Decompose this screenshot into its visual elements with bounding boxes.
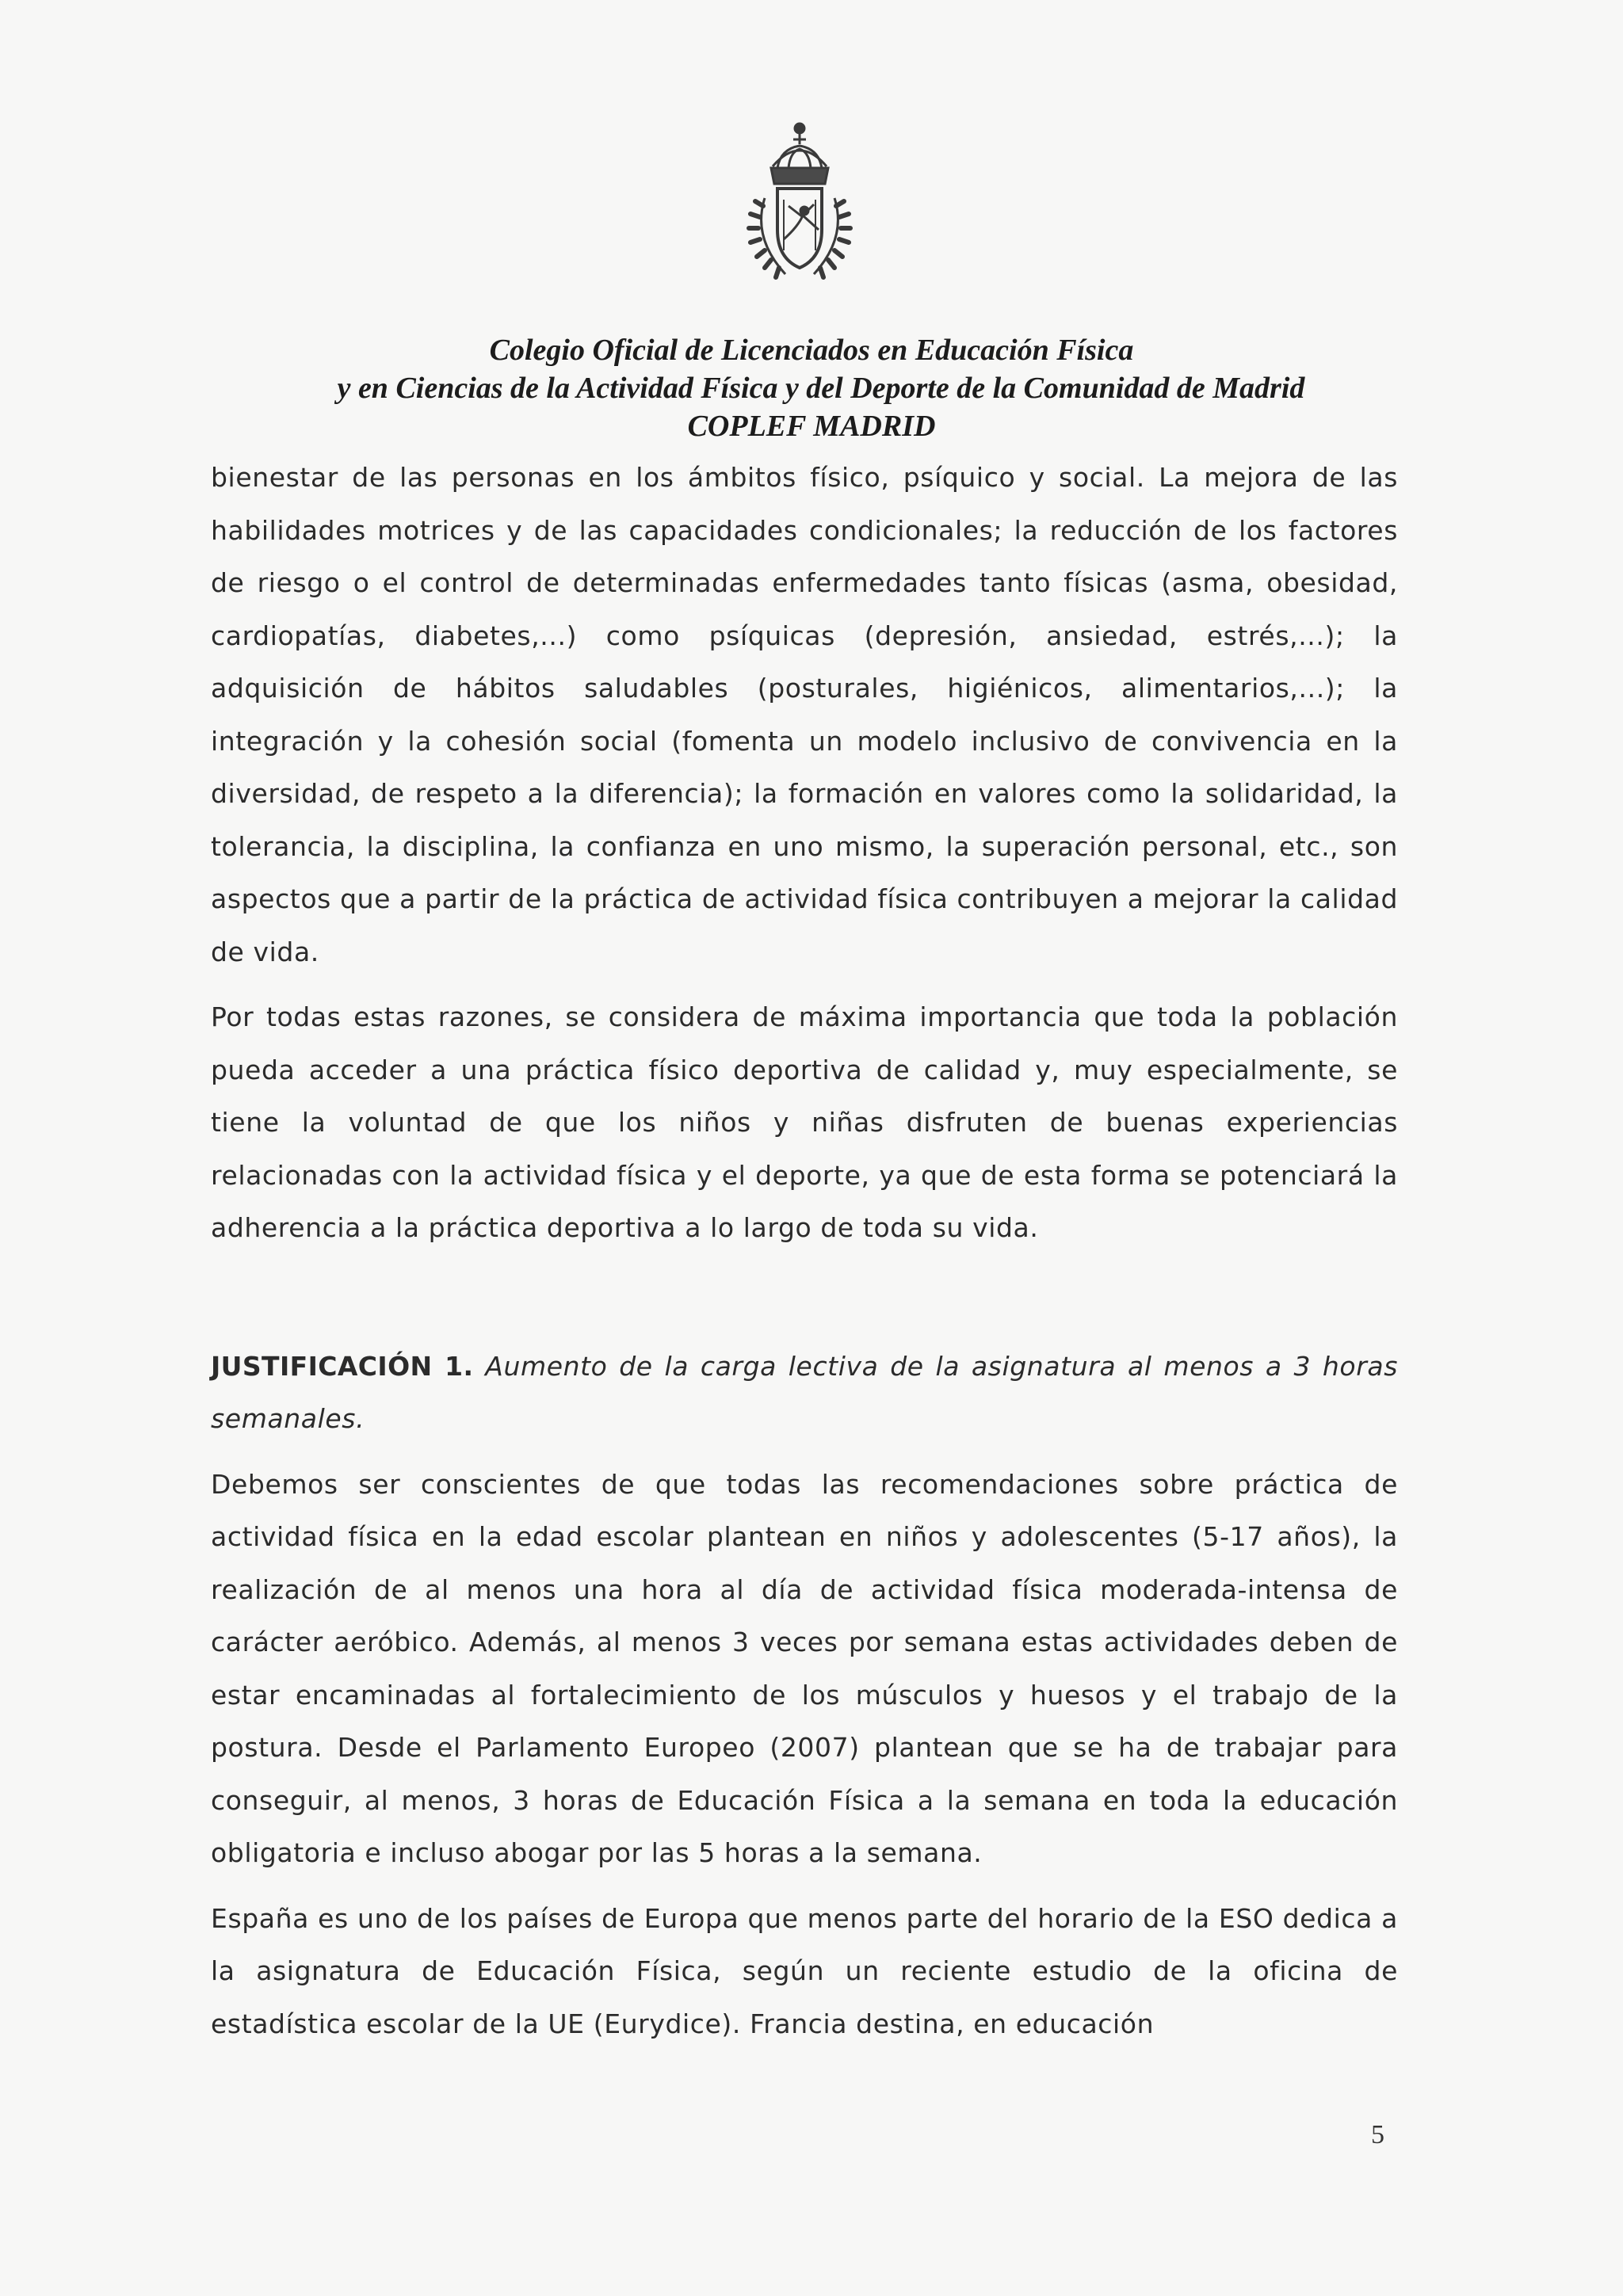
letterhead-line-3: COPLEF MADRID (687, 410, 936, 443)
justification-description: Aumento de la carga lectiva de la asignatura al menos a 3 horas semanales. (211, 1350, 1398, 1434)
letterhead-line-2: y en Ciencias de la Actividad Física y del Deporte de la Comunidad de Madrid (337, 372, 1305, 405)
paragraph: Por todas estas razones, se considera de máxima importancia que toda la población pueda acceder a una práctica físico deportiva de calidad y, muy especialmente, se tiene la voluntad de que los niños y niñas disfruten de buenas experiencias relacionadas con la actividad física y el deporte, ya que de esta forma se potenciará la adherencia a la práctica deportiva a lo largo de toda su vida. (211, 1001, 1398, 1243)
justification-title: JUSTIFICACIÓN 1. (211, 1350, 474, 1382)
page-number: 5 (1371, 2120, 1384, 2149)
coat-of-arms-icon (725, 111, 874, 298)
letterhead-line-1: Colegio Oficial de Licenciados en Educación Física (489, 334, 1134, 367)
body-text (211, 452, 1398, 2050)
paragraph: Debemos ser conscientes de que todas las recomendaciones sobre práctica de actividad física en la edad escolar plantean en niños y adolescentes (5-17 años), la realización de al menos una hora al día de actividad física moderada-intensa de carácter aeróbico. Además, al menos 3 veces por semana estas actividades deben de estar encaminadas al fortalecimiento de los músculos y huesos y el trabajo de la postura. Desde el Parlamento Europeo (2007) plantean que se ha de trabajar para conseguir, al menos, 3 horas de Educación Física a la semana en toda la educación obligatoria e incluso abogar por las 5 horas a la semana. (211, 1468, 1398, 1868)
paragraph: bienestar de las personas en los ámbitos físico, psíquico y social. La mejora de las habilidades motrices y de las capacidades condicionales; la reducción de los factores de riesgo o el control de determinadas enfermedades tanto físicas (asma, obesidad, cardiopatías, diabetes,...) como psíquicas (depresión, ansiedad, estrés,...); la adquisición de hábitos saludables (posturales, higiénicos, alimentarios,...); la integración y la cohesión social (fomenta un modelo inclusivo de convivencia en la diversidad, de respeto a la diferencia); la formación en valores como la solidaridad, la tolerancia, la disciplina, la confianza en uno mismo, la superación personal, etc., son aspectos que a partir de la práctica de actividad física contribuyen a mejorar la calidad de vida. (211, 462, 1398, 967)
justification-heading (211, 1341, 1398, 1446)
letterhead (158, 331, 1465, 445)
paragraph: España es uno de los países de Europa que menos parte del horario de la ESO dedica a la asignatura de Educación Física, según un reciente estudio de la oficina de estadística escolar de la UE (Eurydice). Francia destina, en educación (211, 1902, 1398, 2039)
